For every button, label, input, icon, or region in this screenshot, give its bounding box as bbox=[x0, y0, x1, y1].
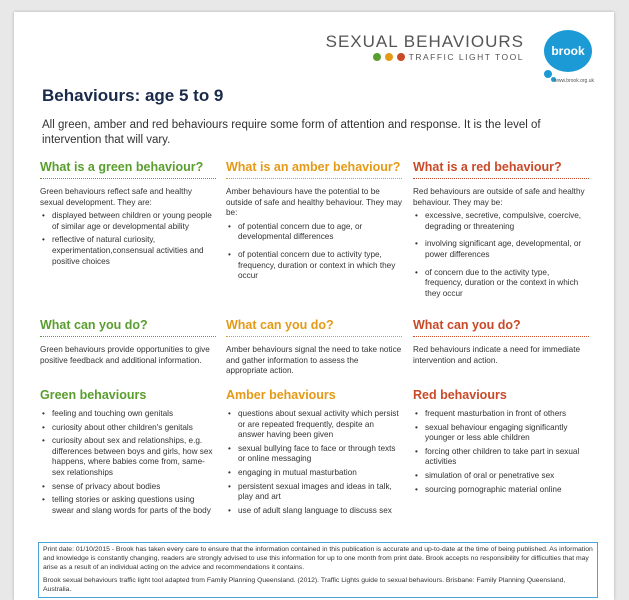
green-dot-icon bbox=[373, 53, 381, 61]
logo-subtitle bbox=[373, 52, 524, 62]
red-action-heading: What can you do? bbox=[413, 318, 589, 337]
list-item: • use of adult slang language to discuss sex bbox=[226, 506, 402, 517]
list-item: • persistent sexual images and ideas in talk, play and art bbox=[226, 482, 402, 503]
red-dot-icon bbox=[397, 53, 405, 61]
green-action-heading: What can you do? bbox=[40, 318, 216, 337]
amber-action-text: Amber behaviours signal the need to take notice and gather information to assess the appropriate action. bbox=[226, 345, 402, 376]
list-item: • questions about sexual activity which persist or are repeated frequently, despite an answer having been given bbox=[226, 409, 402, 441]
print-date-notice: Print date: 01/10/2015 - Brook has taken every care to ensure that the information contained in this publication is accurate and up-to-date at the time of being published. As information and knowledge is constantly changing, readers are strongly advised to use this information for up to one month from print date. Brook accepts no responsibility for difficulties that may arise as a result of an individual acting on the advice and recommendations it contains. bbox=[43, 546, 593, 571]
intro-text: All green, amber and red behaviours require some form of attention and response. It is the level of intervention that will vary. bbox=[42, 119, 541, 146]
list-item: • of concern due to the activity type, frequency, duration or the context in which they occur bbox=[413, 268, 589, 300]
red-action bbox=[413, 318, 589, 366]
logo-subtitle-text: TRAFFIC LIGHT TOOL bbox=[408, 52, 524, 62]
green-definition-list bbox=[40, 211, 216, 267]
list-item: • of potential concern due to activity type, frequency, duration or context in which they occur bbox=[226, 250, 402, 282]
list-item: • involving significant age, developmental, or power differences bbox=[413, 239, 589, 260]
green-behaviours-heading: Green behaviours bbox=[40, 388, 147, 402]
list-item: • telling stories or asking questions using swear and slang words for parts of the body bbox=[40, 495, 216, 516]
red-behaviours bbox=[413, 388, 589, 498]
amber-behaviours-heading: Amber behaviours bbox=[226, 388, 336, 402]
red-definition-heading: What is a red behaviour? bbox=[413, 160, 589, 179]
brook-logo: brook bbox=[544, 30, 592, 72]
logo-title: SEXUAL BEHAVIOURS bbox=[325, 32, 524, 51]
red-definition-list bbox=[413, 211, 589, 299]
green-definition-text: Green behaviours reflect safe and healthy sexual development. They are: bbox=[40, 187, 193, 207]
amber-definition-text: Amber behaviours have the potential to be outside of safe and healthy behaviour. They may be: bbox=[226, 187, 402, 218]
document-page bbox=[14, 12, 614, 600]
list-item: • of potential concern due to age, or developmental differences bbox=[226, 222, 402, 243]
green-action bbox=[40, 318, 216, 366]
green-action-text: Green behaviours provide opportunities to give positive feedback and additional information. bbox=[40, 345, 210, 365]
red-action-text: Red behaviours indicate a need for immediate intervention and action. bbox=[413, 345, 581, 365]
amber-dot-icon bbox=[385, 53, 393, 61]
list-item: • simulation of oral or penetrative sex bbox=[413, 471, 589, 482]
footer-disclaimer bbox=[38, 542, 598, 598]
list-item: • reflective of natural curiosity, experimentation,consensual activities and positive choices bbox=[40, 235, 216, 267]
source-citation: Brook sexual behaviours traffic light tool adapted from Family Planning Queensland. (2012). Traffic Lights guide to sexual behaviours. Brisbane: Family Planning Queensland, Australia. bbox=[43, 577, 566, 594]
red-definition bbox=[413, 160, 589, 306]
list-item: • sexual bullying face to face or through texts or online messaging bbox=[226, 444, 402, 465]
green-behaviours bbox=[40, 388, 216, 519]
green-definition-heading: What is a green behaviour? bbox=[40, 160, 216, 179]
list-item: • sexual behaviour engaging significantly younger or less able children bbox=[413, 423, 589, 444]
list-item: • engaging in mutual masturbation bbox=[226, 468, 402, 479]
brand-url: www.brook.org.uk bbox=[554, 78, 594, 84]
list-item: • curiosity about sex and relationships, e.g. differences between boys and girls, how sex happens, where babies come from, same-sex relationships bbox=[40, 436, 216, 478]
amber-definition bbox=[226, 160, 402, 289]
green-definition bbox=[40, 160, 216, 270]
amber-behaviours bbox=[226, 388, 402, 519]
list-item: • forcing other children to take part in sexual activities bbox=[413, 447, 589, 468]
list-item: • frequent masturbation in front of others bbox=[413, 409, 589, 420]
red-behaviours-heading: Red behaviours bbox=[413, 388, 507, 402]
list-item: • feeling and touching own genitals bbox=[40, 409, 216, 420]
green-behaviours-list bbox=[40, 409, 216, 516]
amber-behaviours-list bbox=[226, 409, 402, 516]
amber-definition-heading: What is an amber behaviour? bbox=[226, 160, 402, 179]
header bbox=[14, 12, 614, 92]
list-item: • sense of privacy about bodies bbox=[40, 482, 216, 493]
amber-definition-list bbox=[226, 222, 402, 282]
list-item: • excessive, secretive, compulsive, coercive, degrading or threatening bbox=[413, 211, 589, 232]
amber-action bbox=[226, 318, 402, 377]
red-behaviours-list bbox=[413, 409, 589, 495]
amber-action-heading: What can you do? bbox=[226, 318, 402, 337]
list-item: • sourcing pornographic material online bbox=[413, 485, 589, 496]
red-definition-text: Red behaviours are outside of safe and healthy behaviour. They may be: bbox=[413, 187, 585, 207]
list-item: • displayed between children or young people of similar age or developmental ability bbox=[40, 211, 216, 232]
page-title: Behaviours: age 5 to 9 bbox=[42, 86, 224, 105]
list-item: • curiosity about other children's genitals bbox=[40, 423, 216, 434]
